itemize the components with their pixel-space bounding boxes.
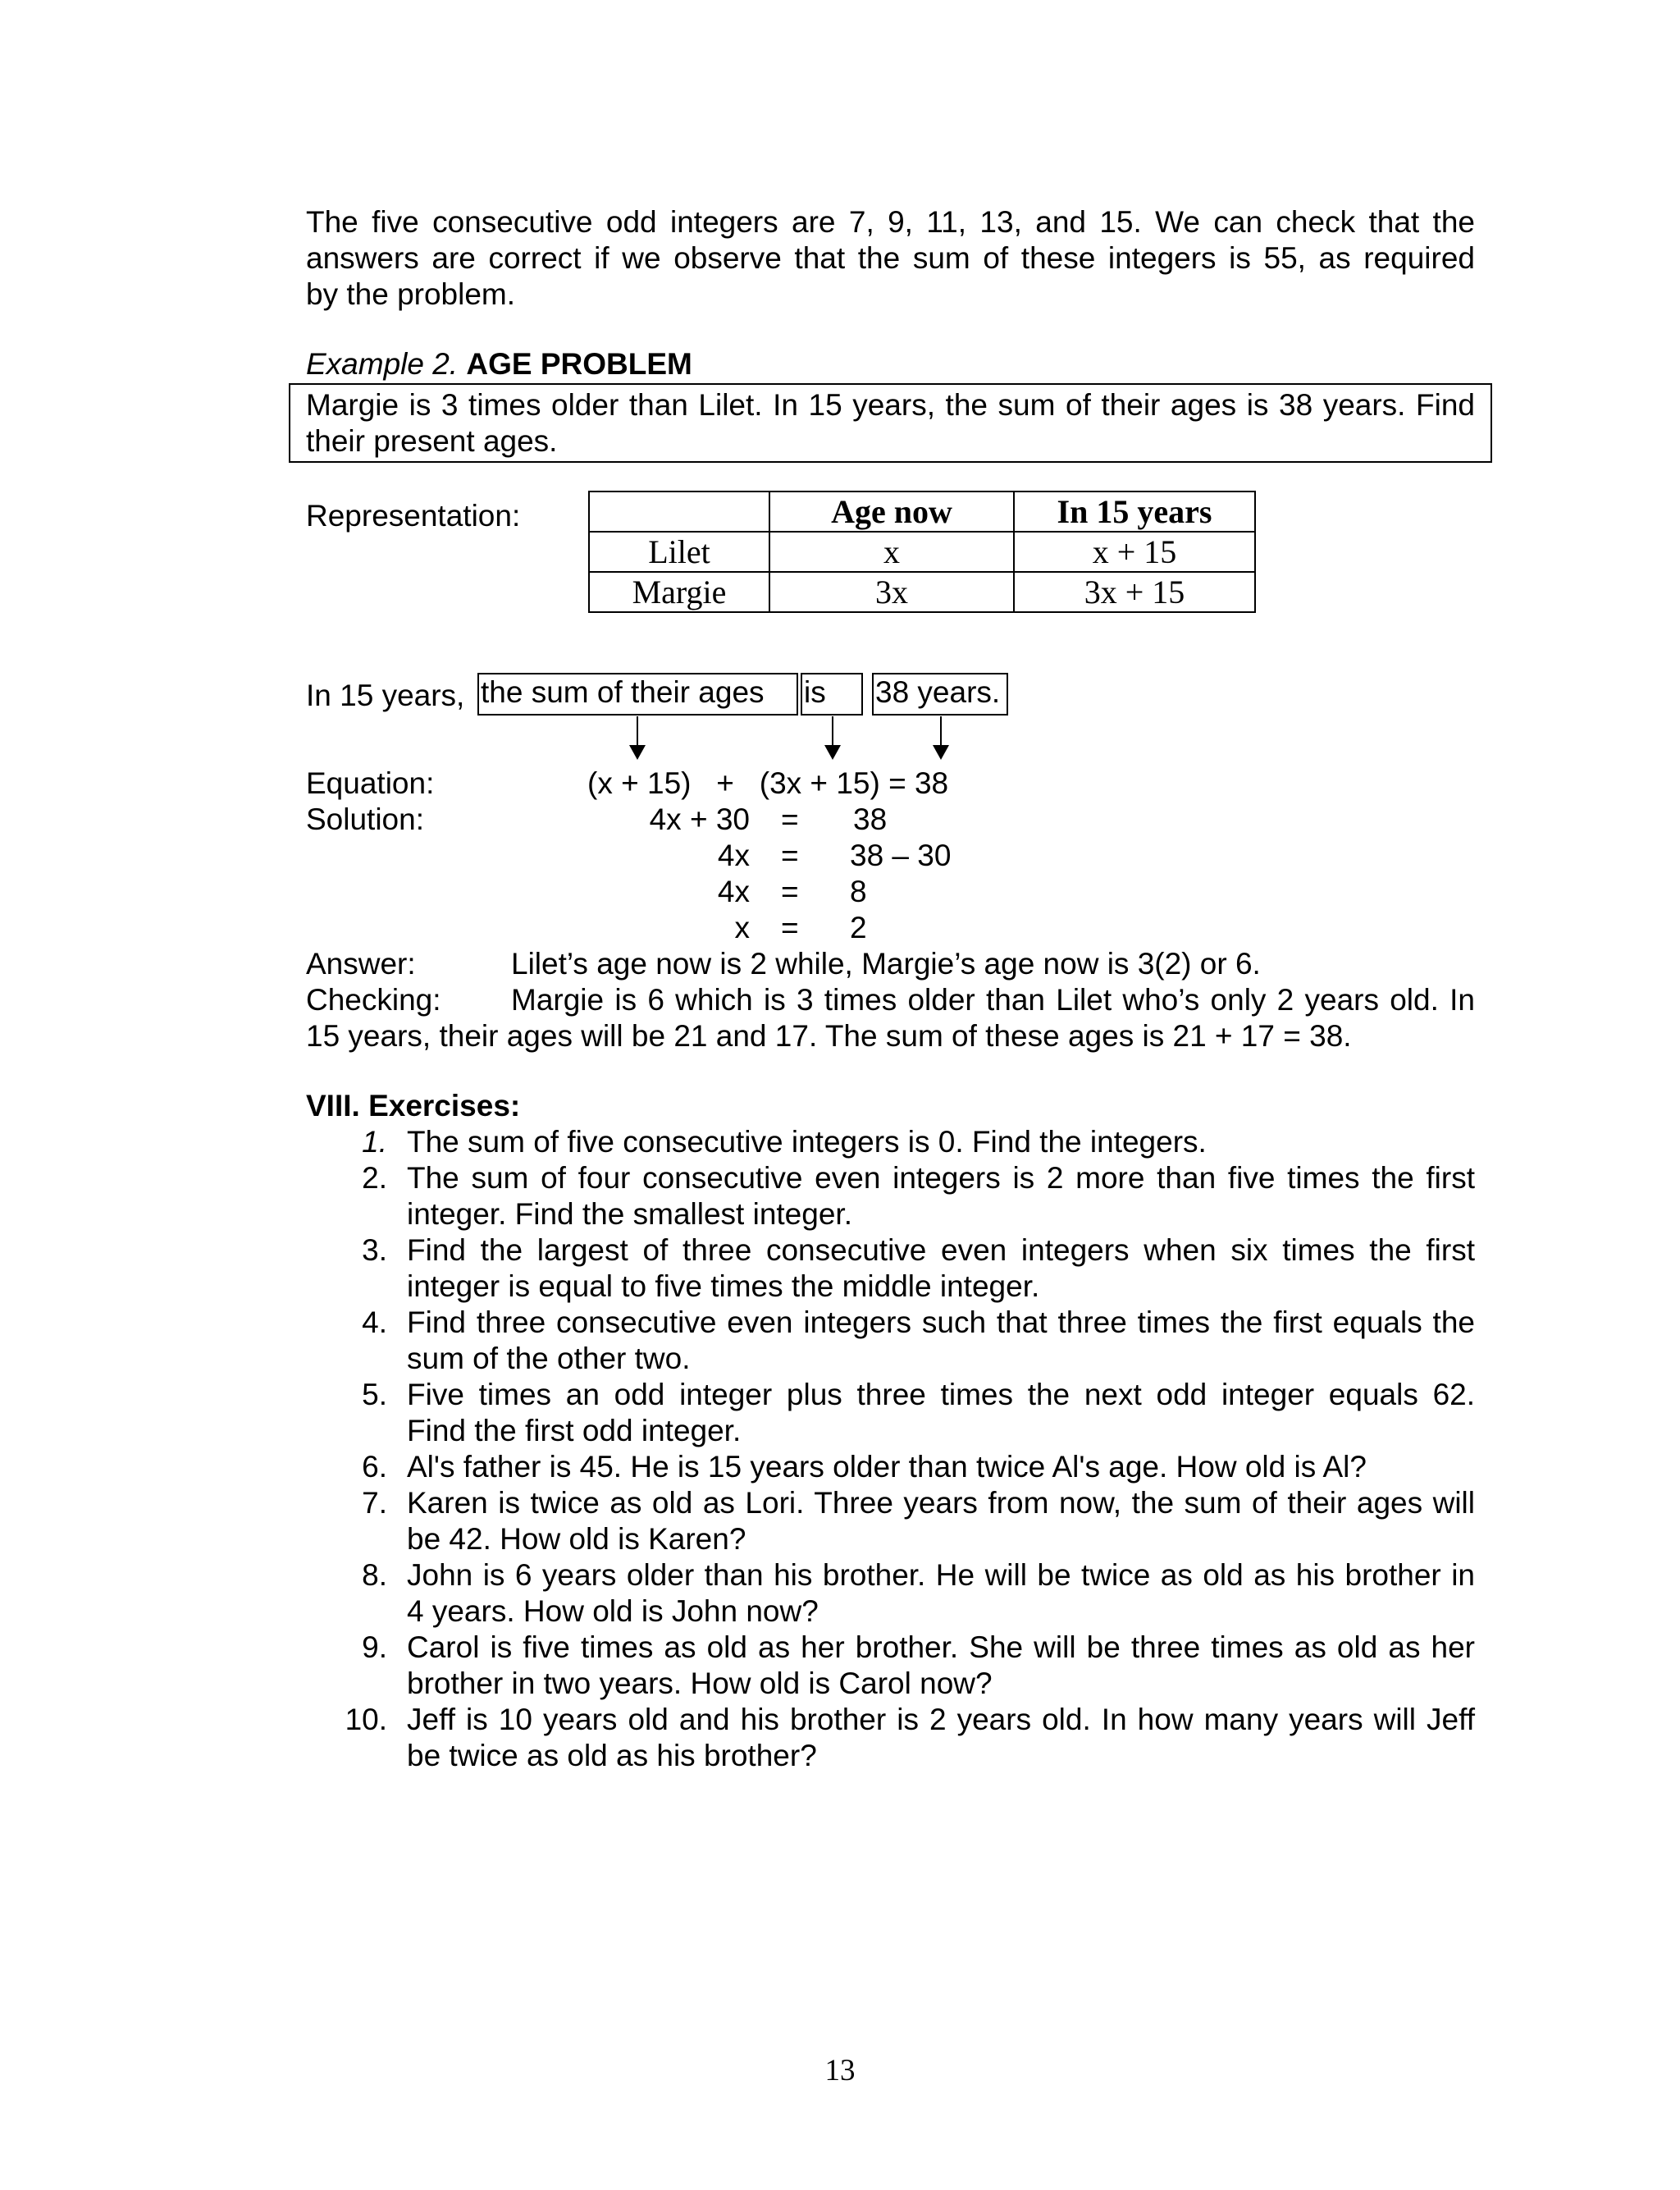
arrow-head-icon (629, 745, 646, 760)
table-header-cell: In 15 years (1014, 491, 1255, 532)
exercise-line: Carol is five times as old as her brother. She will be three times as old as her (407, 1630, 1475, 1664)
step-rhs: 8 (850, 875, 867, 908)
step-op: = (781, 875, 799, 908)
exercise-line: Al's father is 45. He is 15 years older than twice Al's age. How old is Al? (407, 1450, 1367, 1484)
exercise-line: be 42. How old is Karen? (407, 1522, 746, 1556)
intro-line: answers are correct if we observe that the sum of these integers is 55, as required (306, 241, 1475, 275)
exercise-line: brother in two years. How old is Carol now? (407, 1667, 993, 1700)
exercise-number: 2. (362, 1161, 387, 1195)
step-op: = (781, 802, 799, 836)
intro-line: by the problem. (306, 277, 516, 311)
exercise-line: The sum of five consecutive integers is 0. Find the integers. (407, 1125, 1207, 1159)
exercise-line: Find the first odd integer. (407, 1414, 742, 1447)
exercise-line: integer is equal to five times the middle integer. (407, 1269, 1040, 1303)
step-rhs: 2 (850, 911, 867, 944)
arrow-head-icon (933, 745, 949, 760)
exercise-line: Karen is twice as old as Lori. Three years from now, the sum of their ages will (407, 1486, 1475, 1520)
solution-label: Solution: (306, 802, 424, 836)
step-lhs: 4x (717, 875, 750, 908)
exercise-number: 6. (362, 1450, 387, 1484)
example-title: AGE PROBLEM (466, 347, 692, 381)
table-cell: x + 15 (1014, 532, 1255, 572)
table-cell: 3x + 15 (1014, 572, 1255, 612)
table-header-cell: Age now (769, 491, 1014, 532)
example-heading (306, 346, 692, 382)
exercise-number: 4. (362, 1305, 387, 1339)
step-rhs: 38 (853, 802, 888, 836)
table-header-row (589, 491, 1255, 532)
statement-prefix: In 15 years, (306, 679, 465, 712)
table-cell: Margie (589, 572, 769, 612)
checking-line: 15 years, their ages will be 21 and 17. The sum of these ages is 21 + 17 = 38. (306, 1019, 1352, 1053)
exercise-line: be twice as old as his brother? (407, 1739, 817, 1772)
exercise-number: 8. (362, 1558, 387, 1592)
step-lhs: 4x (717, 839, 750, 872)
problem-box (289, 383, 1492, 463)
equation-label: Equation: (306, 766, 435, 800)
statement-box-verb: is (801, 673, 863, 716)
representation-label: Representation: (306, 499, 521, 533)
equation-line: (x + 15) + (3x + 15) = 38 (587, 766, 949, 800)
exercise-line: sum of the other two. (407, 1342, 691, 1375)
exercise-line: Five times an odd integer plus three times the next odd integer equals 62. (407, 1378, 1475, 1411)
exercise-number: 7. (362, 1486, 387, 1520)
statement-box-value: 38 years. (872, 673, 1008, 716)
step-lhs: x (734, 911, 750, 944)
example-label: Example 2. (306, 347, 459, 381)
arrow-down-icon (832, 716, 833, 746)
exercises-heading: VIII. Exercises: (306, 1089, 521, 1122)
table-row (589, 532, 1255, 572)
answer-label: Answer: (306, 947, 416, 981)
exercise-number: 1. (362, 1125, 387, 1159)
page-number: 13 (824, 2054, 856, 2087)
exercise-number: 5. (362, 1378, 387, 1411)
step-rhs: 38 – 30 (850, 839, 952, 872)
exercise-line: Find the largest of three consecutive even integers when six times the first (407, 1233, 1475, 1267)
table-cell: 3x (769, 572, 1014, 612)
problem-line: their present ages. (306, 424, 558, 458)
checking-line: Margie is 6 which is 3 times older than Lilet who’s only 2 years old. In (511, 983, 1475, 1017)
exercise-number: 9. (362, 1630, 387, 1664)
table-header-cell (589, 491, 769, 532)
step-op: = (781, 911, 799, 944)
exercise-line: Find three consecutive even integers such that three times the first equals the (407, 1305, 1475, 1339)
answer-text: Lilet’s age now is 2 while, Margie’s age now is 3(2) or 6. (511, 947, 1261, 981)
statement-box-subject: the sum of their ages (477, 673, 798, 716)
table-cell: x (769, 532, 1014, 572)
table-cell: Lilet (589, 532, 769, 572)
exercise-number: 3. (362, 1233, 387, 1267)
exercise-line: integer. Find the smallest integer. (407, 1197, 852, 1231)
arrow-head-icon (824, 745, 841, 760)
table-row (589, 572, 1255, 612)
representation-table (588, 491, 1256, 613)
intro-line: The five consecutive odd integers are 7, 9, 11, 13, and 15. We can check that the (306, 205, 1475, 239)
exercise-line: The sum of four consecutive even integers is 2 more than five times the first (407, 1161, 1475, 1195)
checking-label: Checking: (306, 983, 441, 1017)
exercise-number: 10. (345, 1703, 387, 1736)
exercise-line: 4 years. How old is John now? (407, 1594, 819, 1628)
arrow-down-icon (940, 716, 942, 746)
exercise-line: John is 6 years older than his brother. He will be twice as old as his brother in (407, 1558, 1475, 1592)
exercise-line: Jeff is 10 years old and his brother is 2 years old. In how many years will Jeff (407, 1703, 1475, 1736)
problem-line: Margie is 3 times older than Lilet. In 15 years, the sum of their ages is 38 years. Find (306, 388, 1475, 422)
step-lhs: 4x + 30 (649, 802, 750, 836)
arrow-down-icon (637, 716, 638, 746)
step-op: = (781, 839, 799, 872)
